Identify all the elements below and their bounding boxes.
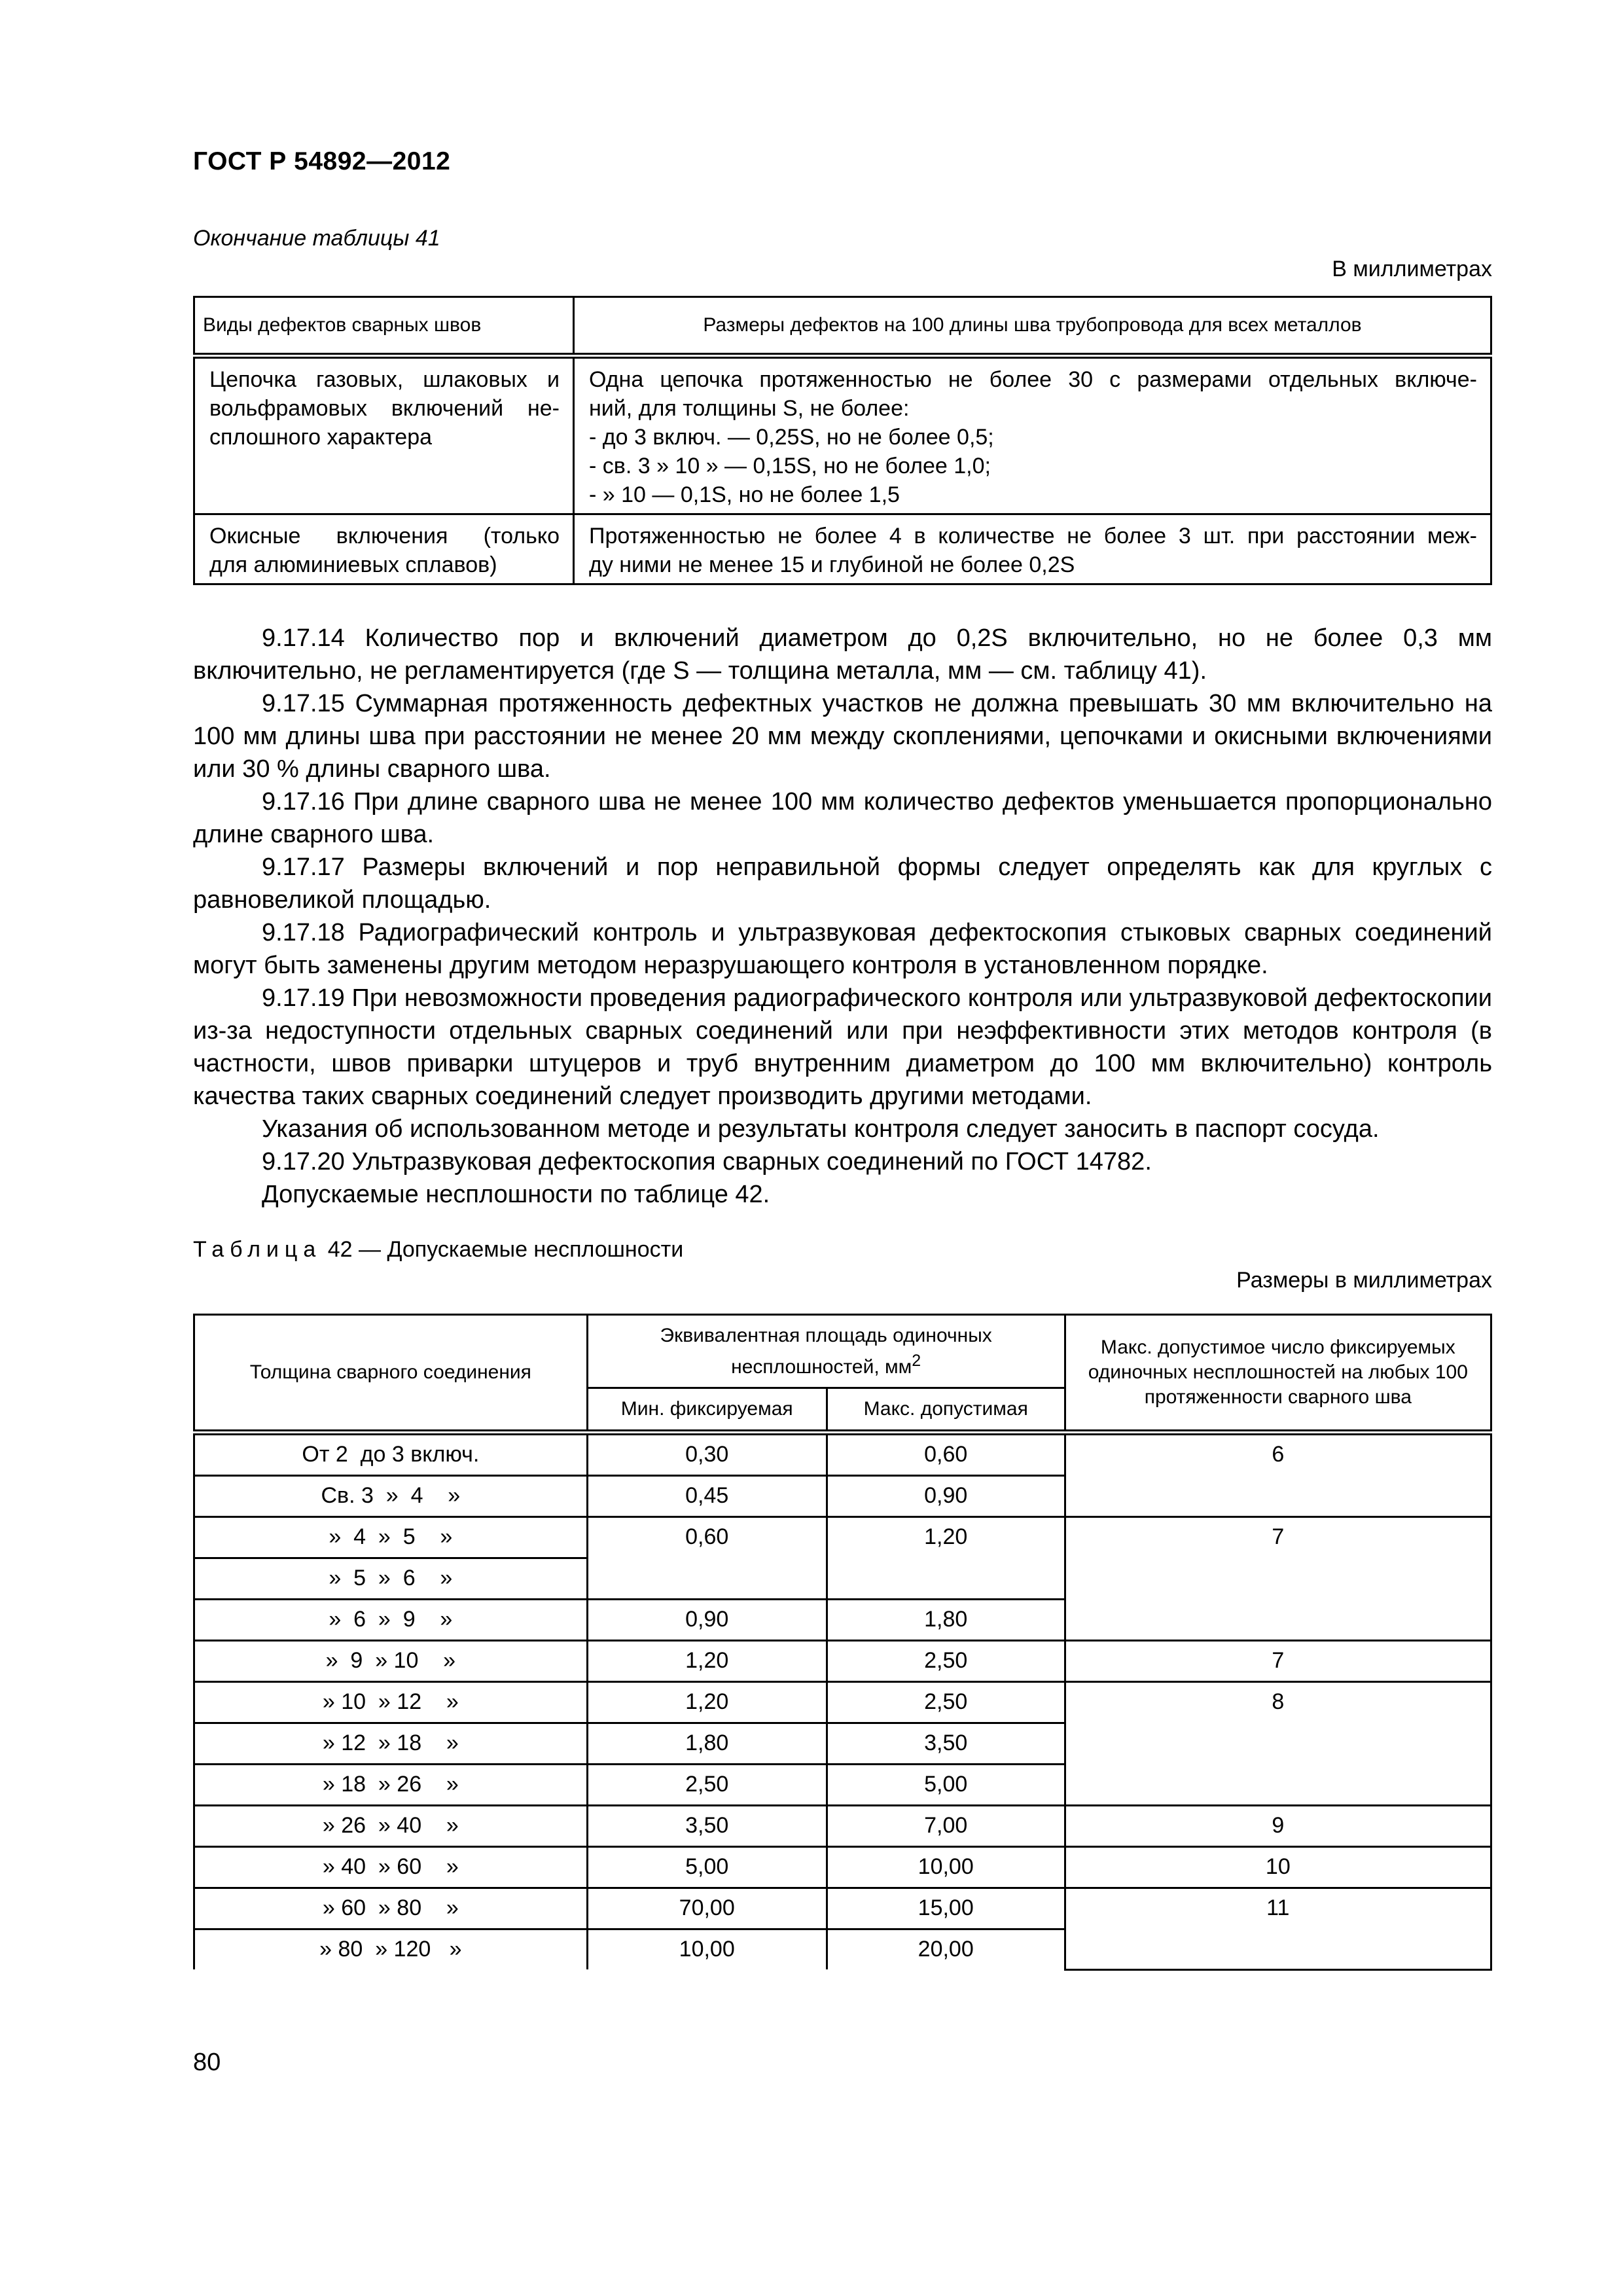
paragraph: 9.17.14 Количество пор и включений диаметром до 0,2S включительно, но не более 0,3 мм включительно, не регламентируется (где S — толщина металла, мм — см. таблицу 41). <box>193 624 1492 685</box>
table42-cell-min: 10,00 <box>587 1929 827 1970</box>
table42-cell-thickness: » 6 » 9 » <box>194 1600 588 1641</box>
table42-cell-count: 7 <box>1065 1641 1491 1682</box>
table42-cell-min: 1,20 <box>587 1641 827 1682</box>
table42-caption-word: Таблица <box>193 1237 322 1262</box>
table42-cell-min: 3,50 <box>587 1806 827 1847</box>
table42-cell-thickness: » 9 » 10 » <box>194 1641 588 1682</box>
table41-cell-line: сплошного характера <box>209 425 433 450</box>
table42-caption <box>193 1237 683 1263</box>
table42-cell-min: 5,00 <box>587 1847 827 1888</box>
table-row <box>194 1888 1491 1929</box>
table42-cell-thickness: » 60 » 80 » <box>194 1888 588 1929</box>
table42-caption-title: 42 — Допускаемые несплошности <box>327 1237 684 1262</box>
table41-units: В миллиметрах <box>1332 257 1492 281</box>
table42-cell-thickness: » 5 » 6 » <box>194 1558 588 1600</box>
table42-units: Размеры в миллиметрах <box>1236 1268 1492 1293</box>
paragraph: Указания об использованном методе и результаты контроля следует заносить в паспорт сосуда. <box>262 1115 1380 1143</box>
document-header: ГОСТ Р 54892—2012 <box>193 147 451 175</box>
table41-cell-line: Окисные включения (только <box>209 524 560 548</box>
table-row <box>194 514 1491 584</box>
table42-cell-min: 2,50 <box>587 1765 827 1806</box>
table41-header-defect-size: Размеры дефектов на 100 длины шва трубопровода для всех металлов <box>574 297 1491 356</box>
paragraph: 9.17.19 При невозможности проведения радиографического контроля или ультразвуковой дефектоскопии из-за недоступности отдельных сварных соединений или при неэффективности этих методов контроля (в частности, швов приварки штуцеров и труб внутренним диаметром до 100 мм включительно) контроль качества таких сварных соединений следует производить другими методами. <box>193 984 1492 1110</box>
table42-cell-count: 6 <box>1065 1433 1491 1517</box>
table42-cell-thickness: » 40 » 60 » <box>194 1847 588 1888</box>
paragraph: 9.17.20 Ультразвуковая дефектоскопия сварных соединений по ГОСТ 14782. <box>262 1148 1152 1175</box>
table41-cell-line: Цепочка газовых, шлаковых и <box>209 367 560 392</box>
table42-cell-min: 70,00 <box>587 1888 827 1929</box>
paragraph: 9.17.16 При длине сварного шва не менее 100 мм количество дефектов уменьшается пропорционально длине сварного шва. <box>193 788 1492 848</box>
table42-cell-min: 1,20 <box>587 1682 827 1723</box>
table42-cell-max: 15,00 <box>827 1888 1065 1929</box>
table42-cell-max: 10,00 <box>827 1847 1065 1888</box>
table-row <box>194 1433 1491 1476</box>
table42-cell-max: 5,00 <box>827 1765 1065 1806</box>
table42-cell-max: 1,20 <box>827 1517 1065 1600</box>
table41-cell-line: - до 3 включ. — 0,25S, но не более 0,5; <box>589 425 994 450</box>
table42-cell-thickness: » 80 » 120 » <box>194 1929 588 1970</box>
table42-cell-thickness: » 12 » 18 » <box>194 1723 588 1765</box>
table42-cell-thickness: » 4 » 5 » <box>194 1517 588 1558</box>
table-row <box>194 1806 1491 1847</box>
table42-cell-thickness: От 2 до 3 включ. <box>194 1433 588 1476</box>
table42-cell-count: 7 <box>1065 1517 1491 1641</box>
table42-header-max: Макс. допустимая <box>827 1388 1065 1433</box>
table-row <box>194 1641 1491 1682</box>
paragraph: 9.17.18 Радиографический контроль и ультразвуковая дефектоскопия стыковых сварных соединений могут быть заменены другим методом неразрушающего контроля в установленном порядке. <box>193 919 1492 979</box>
table42-cell-max: 0,60 <box>827 1433 1065 1476</box>
table41-cell-line: - » 10 — 0,1S, но не более 1,5 <box>589 482 900 507</box>
table42-cell-thickness: » 10 » 12 » <box>194 1682 588 1723</box>
table42-cell-max: 1,80 <box>827 1600 1065 1641</box>
table42-cell-min: 1,80 <box>587 1723 827 1765</box>
table42-cell-max: 20,00 <box>827 1929 1065 1970</box>
table-42 <box>193 1314 1492 1971</box>
table41-cell-line: ду ними не менее 15 и глубиной не более 0,2S <box>589 552 1075 577</box>
table42-header-min: Мин. фиксируемая <box>587 1388 827 1433</box>
table41-header-defect-type: Виды дефектов сварных швов <box>194 297 574 356</box>
table41-cell-line: - св. 3 » 10 » — 0,15S, но не более 1,0; <box>589 454 991 478</box>
table41-cell-line: Протяженностью не более 4 в количестве не более 3 шт. при расстоянии меж- <box>589 524 1477 548</box>
table-41 <box>193 296 1492 585</box>
table-row <box>194 1517 1491 1558</box>
paragraph: Допускаемые несплошности по таблице 42. <box>262 1181 770 1208</box>
table42-cell-max: 3,50 <box>827 1723 1065 1765</box>
table42-header-area <box>587 1315 1065 1388</box>
table42-cell-thickness: Св. 3 » 4 » <box>194 1476 588 1517</box>
table41-continuation-label: Окончание таблицы 41 <box>193 226 440 251</box>
table42-cell-count: 10 <box>1065 1847 1491 1888</box>
table42-cell-max: 2,50 <box>827 1682 1065 1723</box>
table41-cell-line: ний, для толщины S, не более: <box>589 396 910 421</box>
table42-header-thickness: Толщина сварного соединения <box>194 1315 588 1433</box>
table42-cell-max: 7,00 <box>827 1806 1065 1847</box>
table42-cell-min: 0,30 <box>587 1433 827 1476</box>
table42-header-count: Макс. допустимое число фиксируемых одиночных несплошностей на любых 100 протяженности сварного шва <box>1065 1315 1491 1433</box>
table42-header-area-sup: 2 <box>912 1351 921 1370</box>
paragraph: 9.17.17 Размеры включений и пор неправильной формы следует определять как для круглых с равновеликой площадью. <box>193 853 1492 914</box>
table41-cell-line: для алюминиевых сплавов) <box>209 552 497 577</box>
table41-cell-line: Одна цепочка протяженностью не более 30 с размерами отдельных включе- <box>589 367 1477 392</box>
table42-cell-max: 2,50 <box>827 1641 1065 1682</box>
table42-cell-max: 0,90 <box>827 1476 1065 1517</box>
table42-cell-min: 0,45 <box>587 1476 827 1517</box>
table42-cell-thickness: » 18 » 26 » <box>194 1765 588 1806</box>
body-text <box>193 622 1492 1211</box>
table-row <box>194 356 1491 514</box>
table-row <box>194 1847 1491 1888</box>
table-row <box>194 1682 1491 1723</box>
table42-cell-count: 9 <box>1065 1806 1491 1847</box>
table41-cell-type <box>194 356 574 514</box>
table41-cell-type <box>194 514 574 584</box>
table41-cell-size <box>574 356 1491 514</box>
table42-cell-min: 0,60 <box>587 1517 827 1600</box>
table42-cell-count: 11 <box>1065 1888 1491 1970</box>
table42-header-area-text: Эквивалентная площадь одиночных несплошностей, мм <box>660 1324 992 1378</box>
paragraph: 9.17.15 Суммарная протяженность дефектных участков не должна превышать 30 мм включительно на 100 мм длины шва при расстоянии не менее 20 мм между скоплениями, цепочками и окисными включениями или 30 % длины сварного шва. <box>193 690 1492 783</box>
table42-cell-count: 8 <box>1065 1682 1491 1806</box>
table42-cell-thickness: » 26 » 40 » <box>194 1806 588 1847</box>
table41-cell-line: вольфрамовых включений не- <box>209 396 560 421</box>
table41-cell-size <box>574 514 1491 584</box>
table42-cell-min: 0,90 <box>587 1600 827 1641</box>
page-number: 80 <box>193 2049 221 2076</box>
